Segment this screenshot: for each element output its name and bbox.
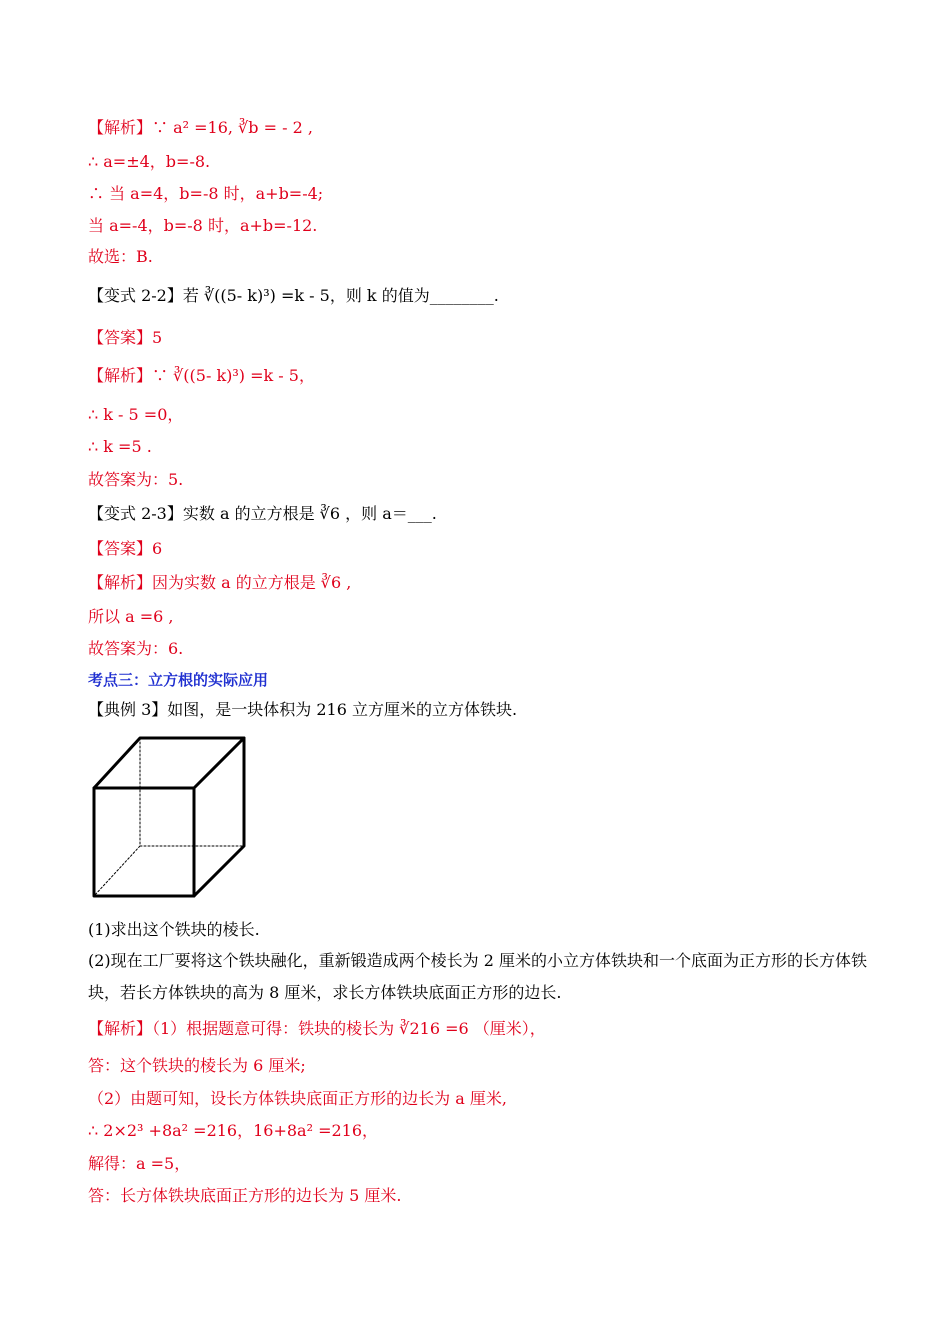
analysis-line-3: ∴ 当 a=4，b=-8 时，a+b=-4; (88, 184, 324, 203)
question-1: (1)求出这个铁块的棱长. (88, 920, 260, 939)
variant-2-3-answer: 【答案】6 (88, 539, 163, 558)
example-3-intro: 【典例 3】如图，是一块体积为 216 立方厘米的立方体铁块. (88, 700, 518, 719)
analysis-line-4: 当 a=-4，b=-8 时，a+b=-12. (88, 216, 318, 235)
question-2: (2)现在工厂要将这个铁块融化，重新锻造成两个棱长为 2 厘米的小立方体铁块和一个底面为正方形的长方体铁块，若长方体铁块的高为 8 厘米，求长方体铁块底面正方形的边长. (88, 951, 868, 1002)
variant-2-3-analysis-2: 所以 a =6 , (88, 607, 174, 626)
solution-line-2: 答：这个铁块的棱长为 6 厘米; (88, 1056, 306, 1075)
cube-figure (88, 732, 250, 904)
variant-2-2-analysis-3: ∴ k =5 . (88, 437, 152, 456)
variant-2-2-answer: 【答案】5 (88, 328, 163, 347)
variant-2-2-question: 【变式 2-2】若 ∛((5- k)³) =k - 5，则 k 的值为________. (88, 286, 499, 305)
analysis-answer-line: 故选：B. (88, 247, 153, 266)
cube-top-face (94, 738, 244, 788)
variant-2-3-analysis-3: 故答案为：6. (88, 639, 184, 658)
analysis-line-1: 【解析】∵ a² =16, ∛b = - 2 , (88, 118, 313, 137)
solution-line-3: （2）由题可知，设长方体铁块底面正方形的边长为 a 厘米, (88, 1089, 507, 1108)
cube-hidden-edge-diagonal (94, 846, 140, 896)
analysis-line-2: ∴ a=±4，b=-8. (88, 152, 211, 171)
solution-line-6: 答：长方体铁块底面正方形的边长为 5 厘米. (88, 1186, 402, 1205)
variant-2-2-analysis-1: 【解析】∵ ∛((5- k)³) =k - 5， (88, 366, 315, 385)
variant-2-3-analysis-1: 【解析】因为实数 a 的立方根是 ∛6 , (88, 573, 352, 592)
variant-2-2-analysis-2: ∴ k - 5 =0， (88, 405, 184, 424)
section-title: 考点三：立方根的实际应用 (88, 671, 269, 689)
solution-line-1: 【解析】（1）根据题意可得：铁块的棱长为 ∛216 =6 （厘米）， (88, 1019, 546, 1038)
solution-line-5: 解得：a =5， (88, 1154, 191, 1173)
solution-line-4: ∴ 2×2³ +8a² =216，16+8a² =216， (88, 1121, 379, 1140)
variant-2-3-question: 【变式 2-3】实数 a 的立方根是 ∛6 ，则 a＝___. (88, 504, 437, 523)
variant-2-2-analysis-4: 故答案为：5. (88, 470, 184, 489)
